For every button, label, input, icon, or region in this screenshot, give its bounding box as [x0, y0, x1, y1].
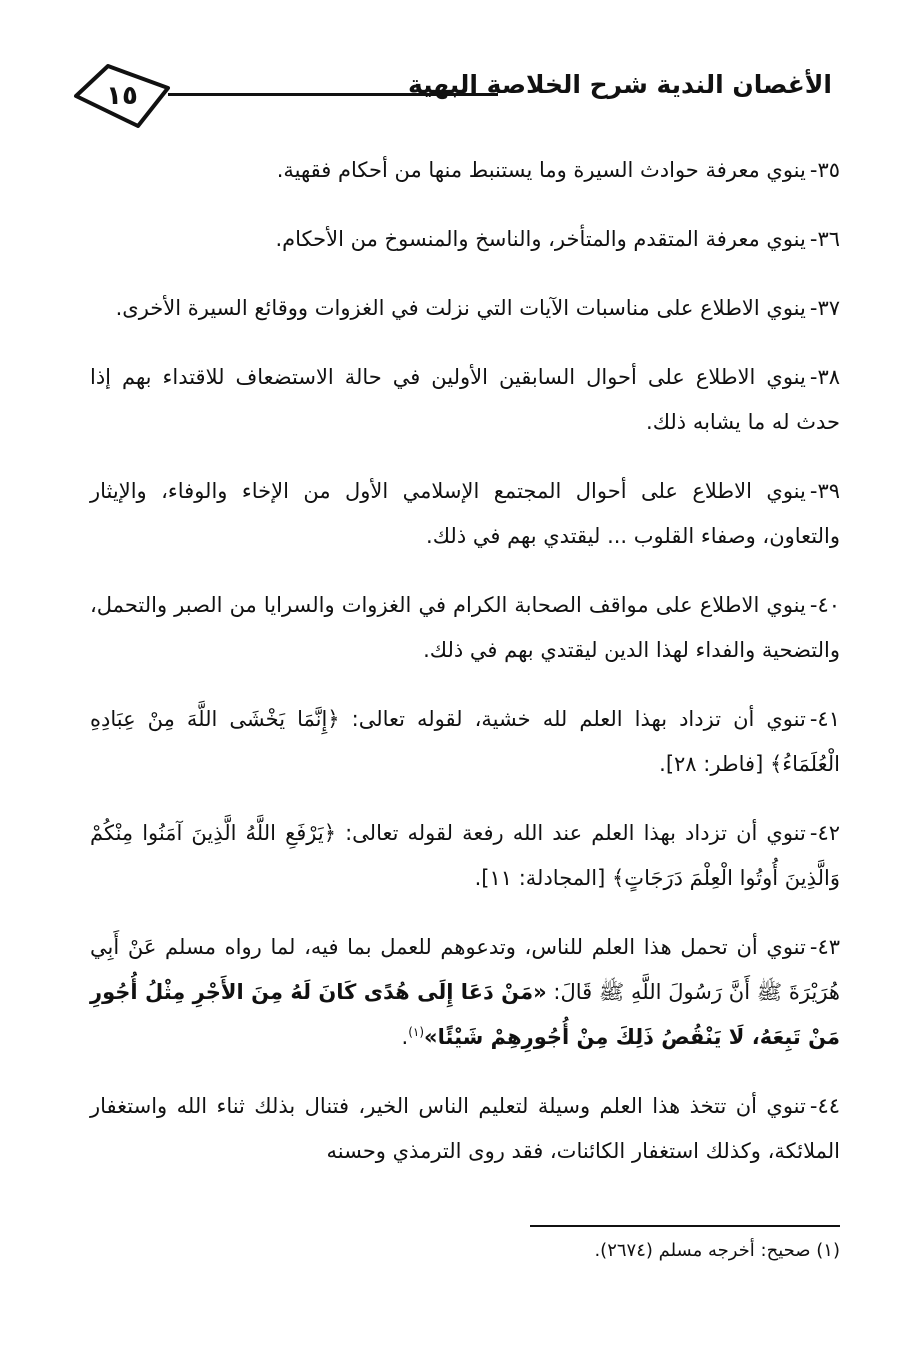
main-text	[90, 148, 840, 1198]
hadith-text: «مَنْ دَعَا إِلَى هُدًى كَانَ لَهُ مِنَ الأَجْرِ مِثْلُ أُجُورِ مَنْ تَبِعَهُ، لَا يَنْقُصُ ذَلِكَ مِنْ أُجُورِهِمْ شَيْئًا»	[90, 980, 840, 1049]
paragraph-43: ٤٣-تنوي أن تحمل هذا العلم للناس، وتدعوهم للعمل بما فيه، لما رواه مسلم عَنْ أَبِي هُرَيْرَةَ ﷺ أَنَّ رَسُولَ اللَّهِ ﷺ قَالَ: «مَنْ دَعَا إِلَى هُدًى كَانَ لَهُ مِنَ الأَجْرِ مِثْلُ أُجُورِ مَنْ تَبِعَهُ، لَا يَنْقُصُ ذَلِكَ مِنْ أُجُورِهِمْ شَيْئًا»$^{(١)}$.	[90, 935, 840, 1049]
paragraph-42: ٤٢-تنوي أن تزداد بهذا العلم عند الله رفعة لقوله تعالى: ﴿يَرْفَعِ اللَّهُ الَّذِينَ آمَنُوا مِنْكُمْ وَالَّذِينَ أُوتُوا الْعِلْمَ دَرَجَاتٍ﴾ [المجادلة: ١١].	[90, 821, 841, 890]
footnote-ref: (١)	[408, 1025, 425, 1039]
paragraph-36: ٣٦-ينوي معرفة المتقدم والمتأخر، والناسخ والمنسوخ من الأحكام.	[275, 227, 840, 251]
paragraph-35: ٣٥-ينوي معرفة حوادث السيرة وما يستنبط منها من أحكام فقهية.	[276, 158, 840, 182]
book-title: الأغصان الندية شرح الخلاصة البهية	[407, 70, 832, 99]
footnote: (١) صحيح: أخرجه مسلم (٢٦٧٤).	[594, 1240, 840, 1261]
quran-verse: ﴿إِنَّمَا يَخْشَى اللَّهَ مِنْ عِبَادِهِ الْعُلَمَاءُ﴾	[90, 707, 840, 776]
page-number: ١٥	[106, 81, 138, 111]
page-number-badge	[72, 62, 172, 130]
quran-verse: ﴿يَرْفَعِ اللَّهُ الَّذِينَ آمَنُوا مِنْكُمْ وَالَّذِينَ أُوتُوا الْعِلْمَ دَرَجَاتٍ﴾	[90, 821, 840, 890]
paragraph-38: ٣٨-ينوي الاطلاع على أحوال السابقين الأولين في حالة الاستضعاف للاقتداء بهم إذا حدث له ما يشابه ذلك.	[90, 365, 840, 434]
paragraph-44: ٤٤-تنوي أن تتخذ هذا العلم وسيلة لتعليم الناس الخير، فتنال بذلك ثناء الله واستغفار الملائكة، وكذلك استغفار الكائنات، فقد روى الترمذي وحسنه	[90, 1094, 840, 1163]
paragraph-40: ٤٠-ينوي الاطلاع على مواقف الصحابة الكرام في الغزوات والسرايا من الصبر والتحمل، والتضحية والفداء لهذا الدين ليقتدي بهم في ذلك.	[90, 593, 840, 662]
footnote-rule	[530, 1225, 840, 1227]
paragraph-37: ٣٧-ينوي الاطلاع على مناسبات الآيات التي نزلت في الغزوات ووقائع السيرة الأخرى.	[115, 296, 840, 320]
paragraph-41: ٤١-تنوي أن تزداد بهذا العلم لله خشية، لقوله تعالى: ﴿إِنَّمَا يَخْشَى اللَّهَ مِنْ عِبَادِهِ الْعُلَمَاءُ﴾ [فاطر: ٢٨].	[90, 707, 840, 776]
page-header	[72, 62, 832, 132]
paragraph-39: ٣٩-ينوي الاطلاع على أحوال المجتمع الإسلامي الأول من الإخاء والوفاء، والإيثار والتعاون، وصفاء القلوب ... ليقتدي بهم في ذلك.	[90, 479, 840, 548]
